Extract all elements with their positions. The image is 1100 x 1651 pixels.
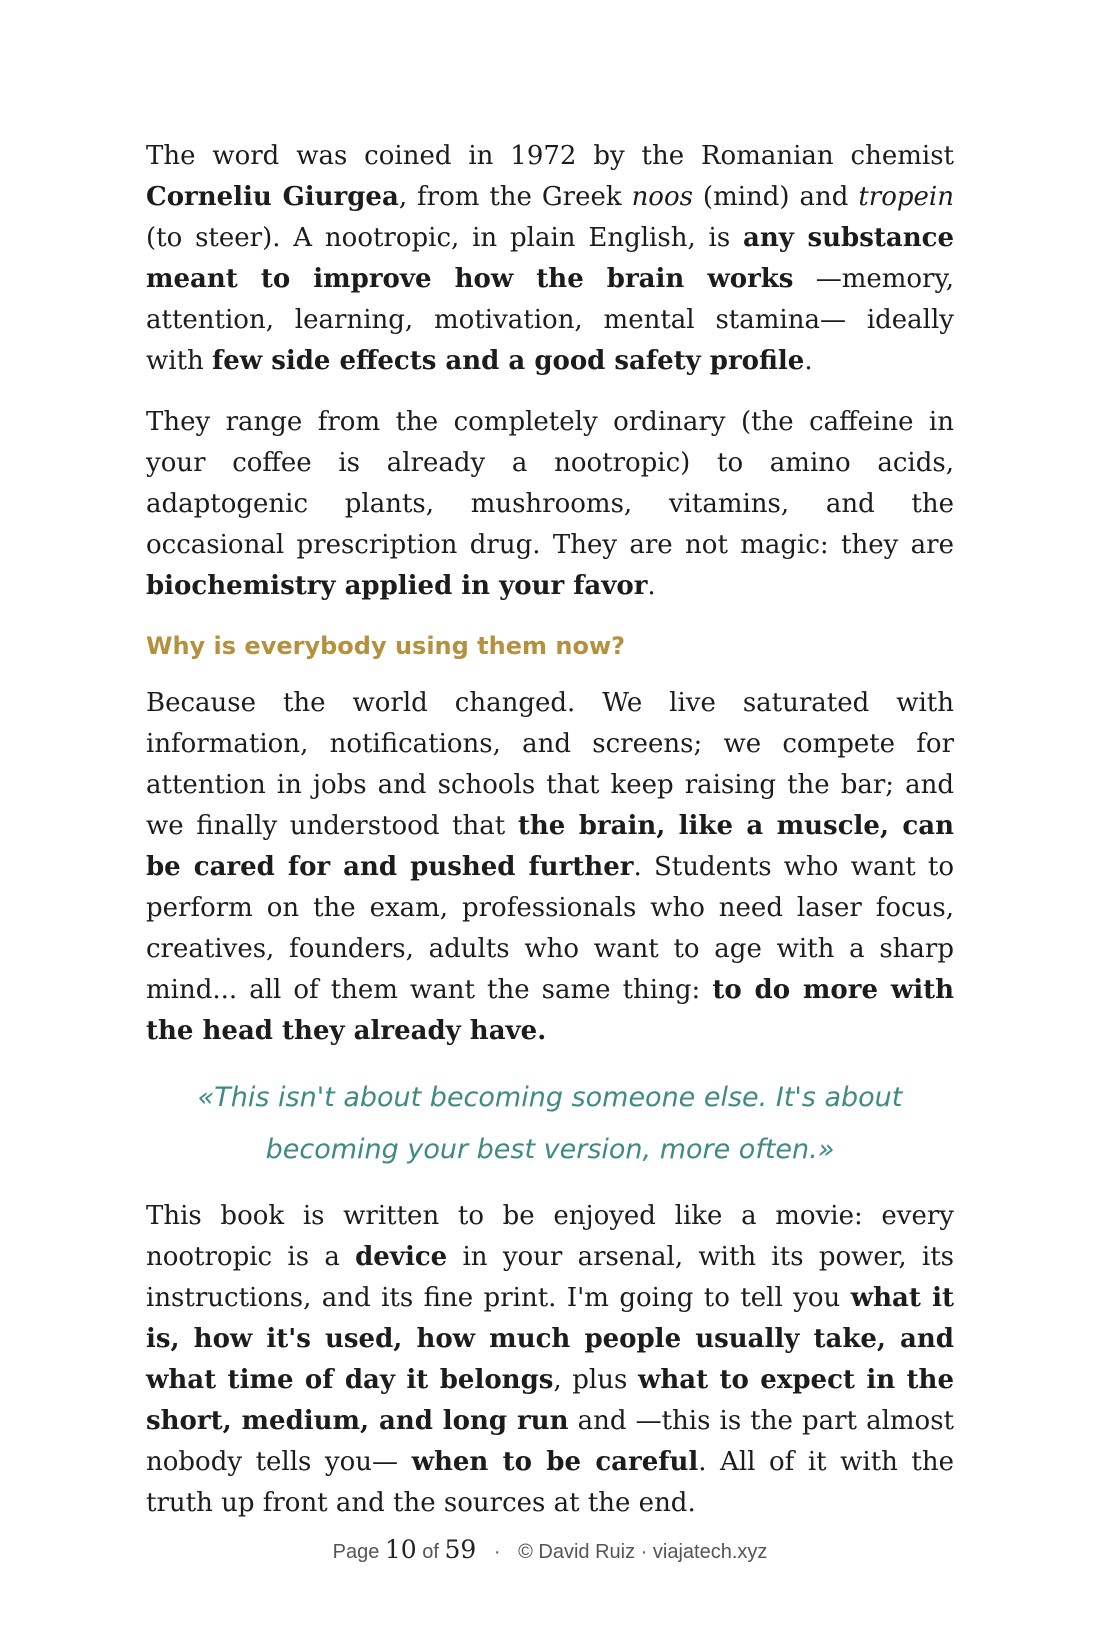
text-run: (to steer). A nootropic, in plain English, is [146,223,744,253]
footer-separator: · [493,1541,501,1563]
bold-text: what it is, how it's used, how much people usually take, and what time of day it belongs [146,1283,954,1395]
text-run: in your arsenal, with its power, its instructions, and its fine print. I'm going to tell you [146,1242,954,1313]
text-run: . [647,571,656,601]
bold-text: device [355,1242,448,1272]
text-run: . Students who want to perform on the exam, professionals who need laser focus, creatives, founders, adults who want to age with a sharp mind... all of them want the same thing: [146,852,954,1005]
section-heading: Why is everybody using them now? [146,632,626,660]
page-label: Page [332,1541,380,1563]
italic-text: noos [631,182,693,212]
bold-text: any substance meant to improve how the brain works [146,223,954,294]
bold-text: Corneliu Giurgea [146,182,399,212]
page-number: 10 [384,1535,417,1564]
page-content [146,136,954,1544]
total-pages: 59 [444,1535,477,1564]
page-footer [0,1535,1100,1564]
body-paragraph [146,683,954,1052]
text-run: and —this is the part almost nobody tells you— [146,1406,954,1477]
pull-quote: «This isn't about becoming someone else. It's about becoming your best version, more often.» [197,1082,903,1165]
text-run: , from the Greek [398,182,632,212]
body-paragraph [146,136,954,382]
bold-text: few side effects and a good safety profile [212,346,805,376]
body-paragraph [146,402,954,607]
bold-text: what to expect in the short, medium, and long run [146,1365,954,1436]
of-label: of [422,1541,439,1563]
text-run: The word was coined in 1972 by the Romanian chemist [146,141,954,171]
text-run: Because the world changed. We live saturated with information, notifications, and screens; we compete for attention in jobs and schools that keep raising the bar; and we finally understood that [146,688,954,841]
text-run: . All of it with the truth up front and the sources at the end. [146,1447,955,1518]
italic-text: tropein [858,182,954,212]
text-run: . [804,346,813,376]
text-run: , plus [553,1365,638,1395]
bold-text: biochemistry applied in your favor [146,571,648,601]
text-run: They range from the completely ordinary (the caffeine in your coffee is already a nootropic) to amino acids, adaptogenic plants, mushrooms, vitamins, and the occasional prescription drug. They are not magic: they are [146,407,954,560]
bold-text: the brain, like a muscle, can be cared for and pushed further [146,811,954,882]
body-paragraph [146,1196,954,1524]
bold-text: to do more with the head they already have. [146,975,954,1046]
text-run: (mind) and [692,182,859,212]
text-run: —memory, attention, learning, motivation, mental stamina— ideally with [146,264,954,376]
copyright-credit: © David Ruiz · viajatech.xyz [518,1541,768,1563]
bold-text: when to be careful [411,1447,699,1477]
text-run: This book is written to be enjoyed like a movie: every nootropic is a [146,1201,954,1272]
